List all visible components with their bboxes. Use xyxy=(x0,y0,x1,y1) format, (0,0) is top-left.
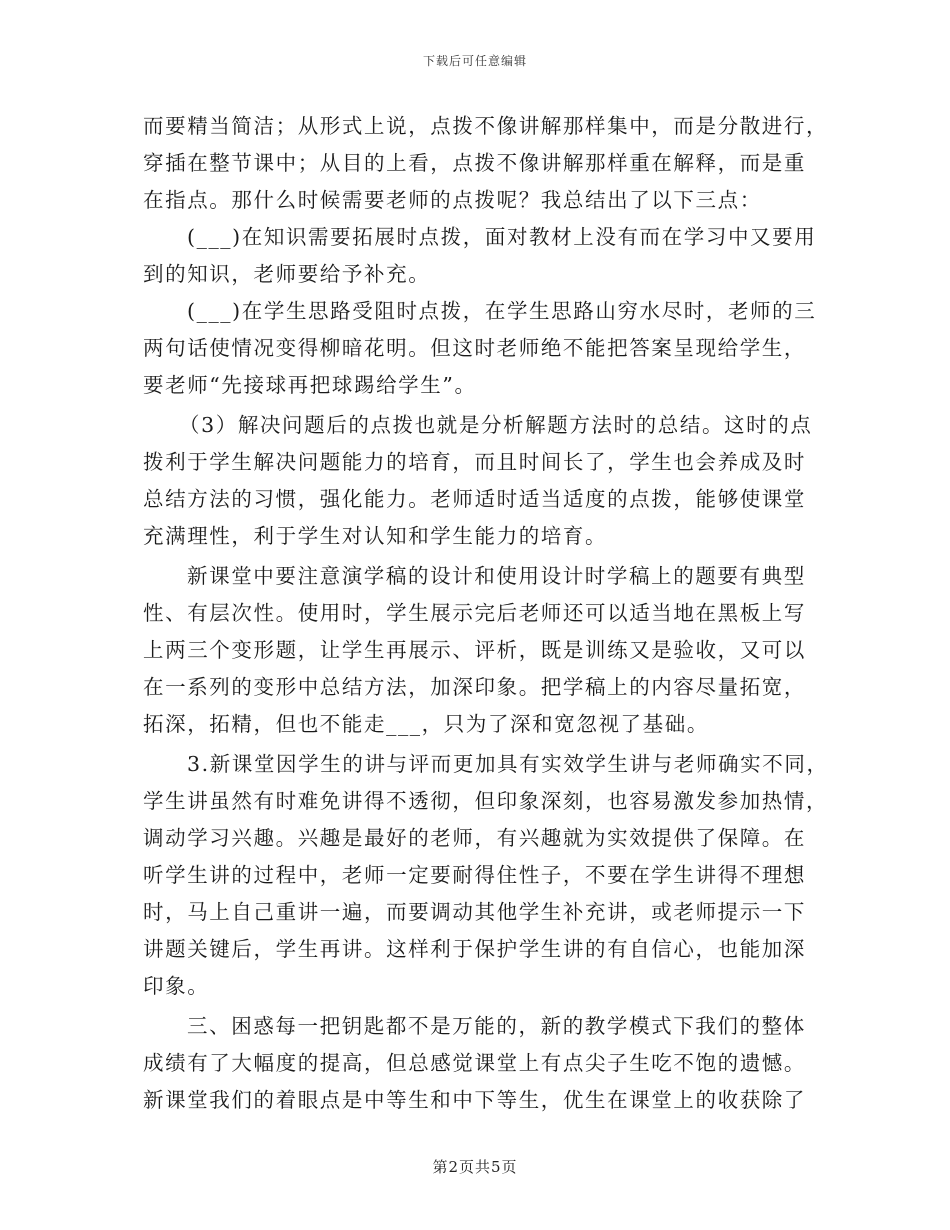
text-line: （3）解决问题后的点拨也就是分析解题方法时的总结。这时的点 xyxy=(179,413,813,437)
text-line: 时，马上自己重讲一遍，而要调动其他学生补充讲，或老师提示一下 xyxy=(143,900,806,924)
text-line: 调动学习兴趣。兴趣是最好的老师，有兴趣就为实效提供了保障。在 xyxy=(143,826,806,850)
text-line: 印象。 xyxy=(143,974,210,998)
text-line: 成绩有了大幅度的提高，但总感觉课堂上有点尖子生吃不饱的遗憾。 xyxy=(143,1051,806,1075)
page-footer: 第2页共5页 xyxy=(432,1158,518,1176)
text-line: 到的知识，老师要给予补充。 xyxy=(143,262,431,286)
text-line: 两句话使情况变得柳暗花明。但这时老师绝不能把答案呈现给学生， xyxy=(143,336,806,360)
text-line: 讲题关键后，学生再讲。这样利于保护学生讲的有自信心，也能加深 xyxy=(143,937,806,961)
text-line: 要老师“先接球再把球踢给学生”。 xyxy=(143,373,477,397)
text-line: (___)在学生思路受阻时点拨，在学生思路山穷水尽时，老师的三 xyxy=(187,299,817,323)
text-line: 学生讲虽然有时难免讲得不透彻，但印象深刻，也容易激发参加热情， xyxy=(143,789,829,813)
text-line: 而要精当简洁；从形式上说，点拨不像讲解那样集中，而是分散进行， xyxy=(143,114,829,138)
text-line: 在一系列的变形中总结方法，加深印象。把学稿上的内容尽量拓宽， xyxy=(143,675,806,699)
text-line: 新课堂中要注意演学稿的设计和使用设计时学稿上的题要有典型 xyxy=(187,564,806,588)
document-body xyxy=(143,108,829,1119)
text-line: 上两三个变形题，让学生再展示、评析，既是训练又是验收，又可以 xyxy=(143,638,806,662)
text-line: 拨利于学生解决问题能力的培育，而且时间长了，学生也会养成及时 xyxy=(143,450,806,474)
text-line: 充满理性，利于学生对认知和学生能力的培育。 xyxy=(143,524,608,548)
text-line: 穿插在整节课中；从目的上看，点拨不像讲解那样重在解释，而是重 xyxy=(143,151,806,175)
text-line: 三、困惑每一把钥匙都不是万能的，新的教学模式下我们的整体 xyxy=(187,1014,806,1038)
text-line: 总结方法的习惯，强化能力。老师适时适当适度的点拨，能够使课堂 xyxy=(143,487,806,511)
text-line: (___)在知识需要拓展时点拨，面对教材上没有而在学习中又要用 xyxy=(187,225,817,249)
text-line: 在指点。那什么时候需要老师的点拨呢？我总结出了以下三点： xyxy=(143,188,762,212)
text-line: 新课堂我们的着眼点是中等生和中下等生，优生在课堂上的收获除了 xyxy=(143,1088,806,1112)
page-header: 下载后可任意编辑 xyxy=(422,54,527,68)
text-line: 3.新课堂因学生的讲与评而更加具有实效学生讲与老师确实不同， xyxy=(187,752,829,776)
text-line: 听学生讲的过程中，老师一定要耐得住性子，不要在学生讲得不理想 xyxy=(143,863,806,887)
text-line: 性、有层次性。使用时，学生展示完后老师还可以适当地在黑板上写 xyxy=(143,601,806,625)
text-line: 拓深，拓精，但也不能走___，只为了深和宽忽视了基础。 xyxy=(143,712,709,736)
